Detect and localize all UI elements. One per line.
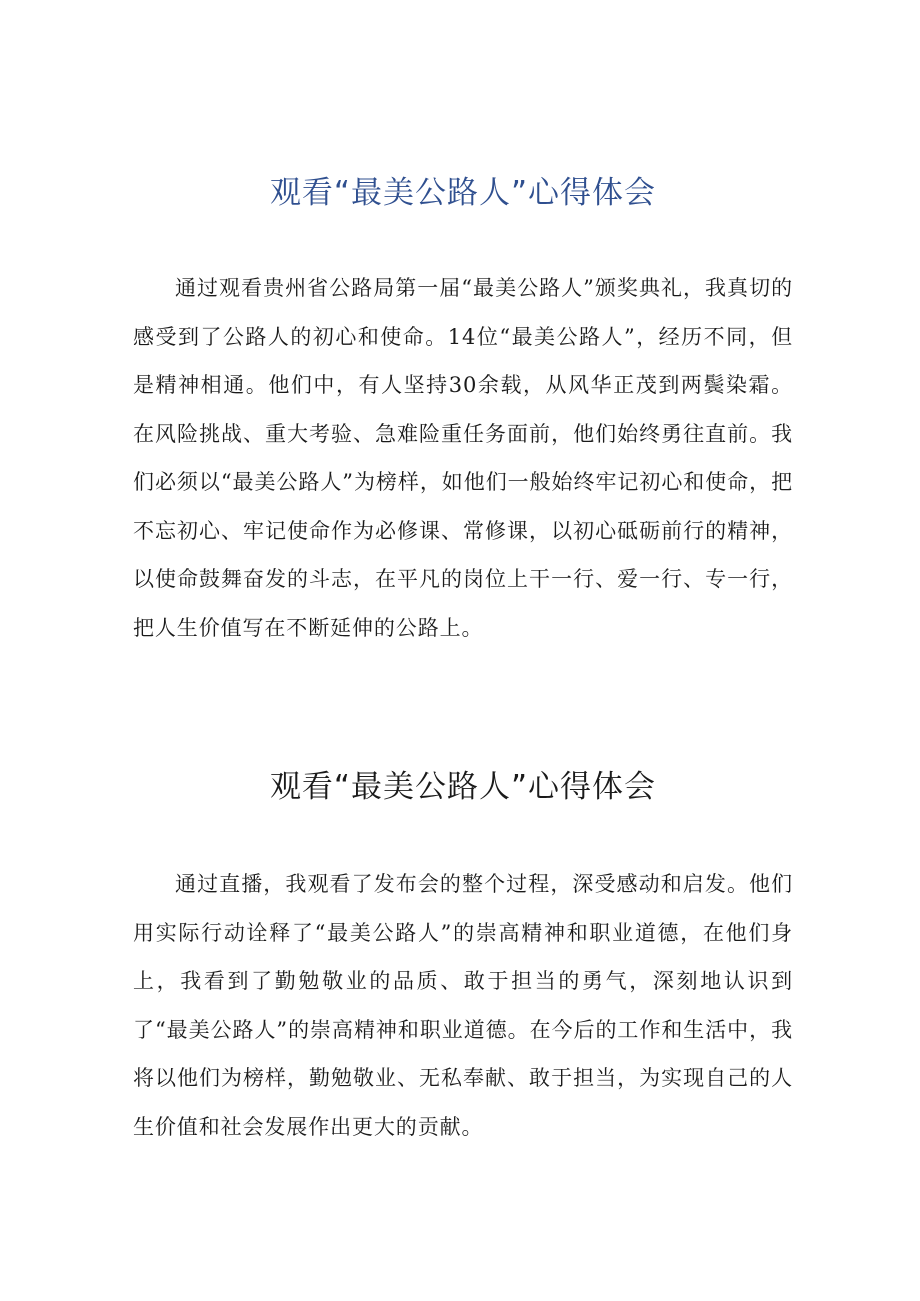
article-section-1	[133, 168, 793, 652]
article-section-2	[133, 762, 793, 1151]
article-title: 观看“最美公路人”心得体会	[269, 769, 657, 805]
article-paragraph: 通过观看贵州省公路局第一届“最美公路人”颁奖典礼，我真切的感受到了公路人的初心和使命。14位“最美公路人”，经历不同，但是精神相通。他们中，有人坚持30余载，从风华正茂到两鬓染霜。在风险挑战、重大考验、急难险重任务面前，他们始终勇往直前。我们必须以“最美公路人”为榜样，如他们一般始终牢记初心和使命，把不忘初心、牢记使命作为必修课、常修课，以初心砥砺前行的精神，以使命鼓舞奋发的斗志，在平凡的岗位上干一行、爱一行、专一行，把人生价值写在不断延伸的公路上。	[133, 276, 793, 640]
article-paragraph: 通过直播，我观看了发布会的整个过程，深受感动和启发。他们用实际行动诠释了“最美公路人”的崇高精神和职业道德，在他们身上，我看到了勤勉敬业的品质、敢于担当的勇气，深刻地认识到了“最美公路人”的崇高精神和职业道德。在今后的工作和生活中，我将以他们为榜样，勤勉敬业、无私奉献、敢于担当，为实现自己的人生价值和社会发展作出更大的贡献。	[133, 872, 793, 1139]
article-title: 观看“最美公路人”心得体会	[269, 175, 657, 211]
